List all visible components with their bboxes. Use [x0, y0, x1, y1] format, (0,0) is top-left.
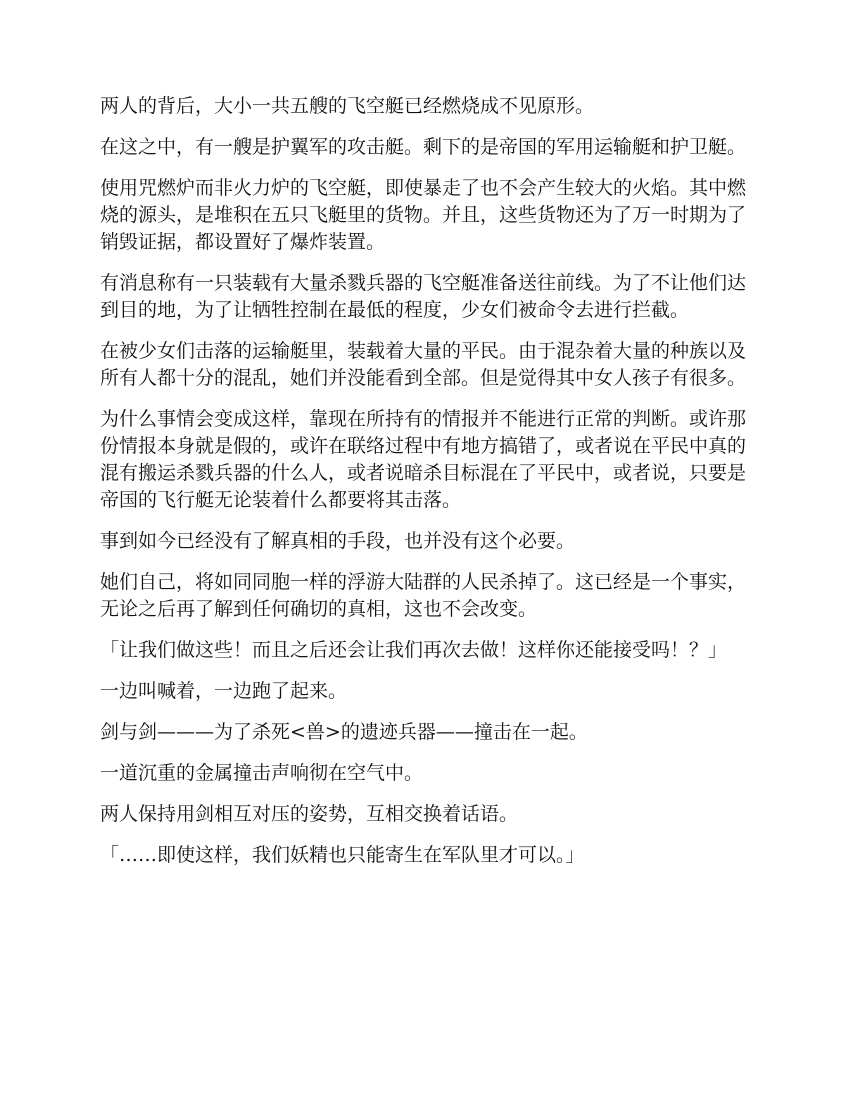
paragraph: 一边叫喊着，一边跑了起来。 [100, 680, 348, 702]
paragraph: 剑与剑———为了杀死<兽>的遗迹兵器——撞击在一起。 [100, 721, 588, 743]
paragraph: 在被少女们击落的运输艇里，装载着大量的平民。由于混杂着大量的种族以及所有人都十分的混乱，她们并没能看到全部。但是觉得其中女人孩子有很多。 [100, 340, 747, 389]
document-body [100, 93, 755, 883]
paragraph: 在这之中，有一艘是护翼军的攻击艇。剩下的是帝国的军用运输艇和护卫艇。 [100, 136, 747, 158]
paragraph: 事到如今已经没有了解真相的手段，也并没有这个必要。 [100, 530, 576, 552]
paragraph: 两人保持用剑相互对压的姿势，互相交换着话语。 [100, 803, 519, 825]
paragraph: 为什么事情会变成这样，靠现在所持有的情报并不能进行正常的判断。或许那份情报本身就是假的，或许在联络过程中有地方搞错了，或者说在平民中真的混有搬运杀戮兵器的什么人，或者说暗杀目标混在了平民中，或者说，只要是帝国的飞行艇无论装着什么都要将其击落。 [100, 408, 747, 511]
paragraph: 有消息称有一只装载有大量杀戮兵器的飞空艇准备送往前线。为了不让他们达到目的地，为了让牺牲控制在最低的程度，少女们被命令去进行拦截。 [100, 272, 747, 321]
paragraph: 两人的背后，大小一共五艘的飞空艇已经燃烧成不见原形。 [100, 95, 595, 117]
paragraph: 她们自己，将如同同胞一样的浮游大陆群的人民杀掉了。这已经是一个事实，无论之后再了解到任何确切的真相，这也不会改变。 [100, 571, 747, 620]
paragraph: 使用咒燃炉而非火力炉的飞空艇，即使暴走了也不会产生较大的火焰。其中燃烧的源头，是堆积在五只飞艇里的货物。并且，这些货物还为了万一时期为了销毁证据，都设置好了爆炸装置。 [100, 177, 747, 253]
dialogue-paragraph: 「……即使这样，我们妖精也只能寄生在军队里才可以。」 [100, 844, 585, 866]
dialogue-paragraph: 「让我们做这些！而且之后还会让我们再次去做！这样你还能接受吗！？」 [100, 639, 728, 661]
paragraph: 一道沉重的金属撞击声响彻在空气中。 [100, 762, 424, 784]
